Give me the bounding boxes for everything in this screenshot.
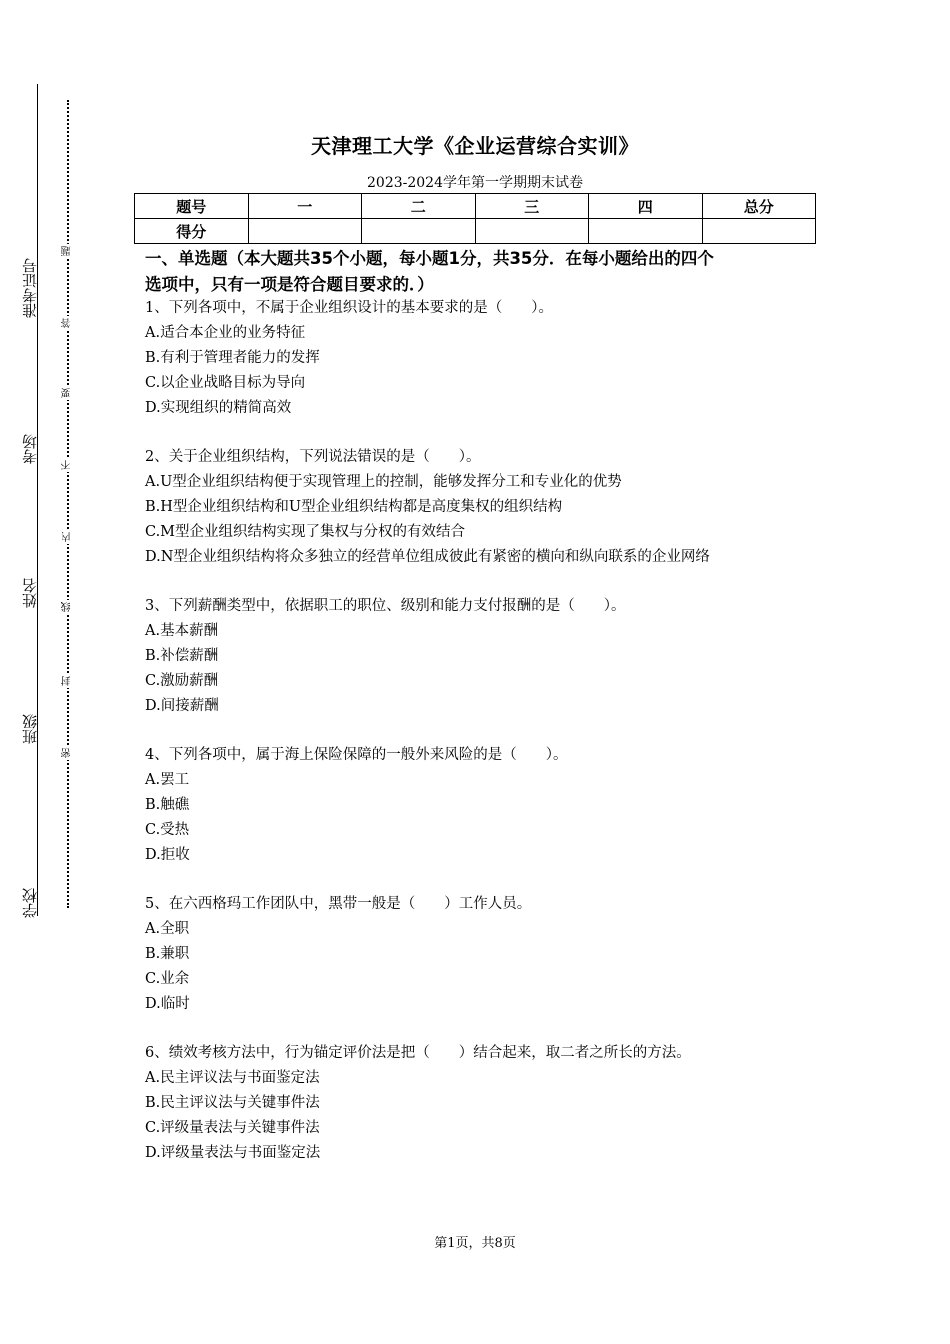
score-table-score-row	[135, 219, 816, 244]
question-2	[145, 445, 825, 569]
score-cell-blank[interactable]	[702, 219, 816, 244]
question-stem: 2、关于企业组织结构，下列说法错误的是（ ）。	[145, 449, 481, 466]
question-option: A.适合本企业的业务特征	[145, 324, 306, 341]
question-option: B.H型企业组织结构和U型企业组织结构都是高度集权的组织结构	[145, 498, 563, 515]
question-option: A.罢工	[145, 772, 190, 789]
question-option: C.评级量表法与关键事件法	[145, 1119, 320, 1136]
section-heading	[145, 246, 815, 298]
seal-char-xian: 线	[62, 602, 73, 612]
question-option: C.激励薪酬	[145, 672, 219, 689]
seal-char-nei: 内	[62, 532, 73, 542]
seal-char-bu: 不	[62, 460, 73, 470]
score-table-header-row	[135, 194, 816, 219]
score-cell-header: 总分	[702, 194, 816, 219]
margin-label-class: 班级	[21, 714, 39, 744]
score-cell-blank[interactable]	[248, 219, 362, 244]
margin-label-name: 姓名	[21, 578, 39, 608]
question-option: C.以企业战略目标为导向	[145, 374, 306, 391]
seal-char-ti: 题	[62, 246, 73, 256]
margin-label-exam-room: 考场	[21, 434, 39, 464]
section-heading-line: 一、单选题（本大题共35个小题，每小题1分，共35分．在每小题给出的四个	[145, 249, 714, 268]
question-option: D.拒收	[145, 846, 190, 863]
question-option: D.N型企业组织结构将众多独立的经营单位组成彼此有紧密的横向和纵向联系的企业网络	[145, 548, 710, 565]
section-heading-line: 选项中，只有一项是符合题目要求的．）	[145, 275, 434, 294]
page-number: 第1页，共8页	[434, 1236, 516, 1251]
question-stem: 4、下列各项中，属于海上保险保障的一般外来风险的是（ ）。	[145, 747, 568, 764]
question-option: D.实现组织的精简高效	[145, 399, 292, 416]
margin-label-school: 学校	[21, 888, 39, 918]
score-cell-label: 得分	[135, 219, 249, 244]
question-stem: 6、绩效考核方法中，行为锚定评价法是把（ ）结合起来，取二者之所长的方法。	[145, 1045, 691, 1062]
score-cell-blank[interactable]	[475, 219, 589, 244]
question-option: D.评级量表法与书面鉴定法	[145, 1144, 321, 1161]
score-cell-header: 三	[475, 194, 589, 219]
margin-label-exam-number: 准考证号	[21, 258, 39, 318]
question-list	[145, 296, 825, 1190]
question-option: D.间接薪酬	[145, 697, 219, 714]
question-option: A.民主评议法与书面鉴定法	[145, 1070, 320, 1087]
question-option: D.临时	[145, 995, 190, 1012]
question-option: C.M型企业组织结构实现了集权与分权的有效结合	[145, 523, 466, 540]
score-cell-header: 一	[248, 194, 362, 219]
seal-char-da: 答	[62, 318, 73, 328]
score-cell-header: 二	[362, 194, 476, 219]
score-cell-blank[interactable]	[589, 219, 703, 244]
binding-solid-line	[37, 84, 38, 916]
question-option: B.触礁	[145, 796, 190, 813]
question-6	[145, 1041, 825, 1165]
question-option: B.补偿薪酬	[145, 647, 219, 664]
binding-dotted-line	[67, 100, 69, 908]
question-option: B.有利于管理者能力的发挥	[145, 349, 320, 366]
question-option: A.全职	[145, 921, 190, 938]
question-stem: 3、下列薪酬类型中，依据职工的职位、级别和能力支付报酬的是（ ）。	[145, 598, 626, 615]
question-option: B.民主评议法与关键事件法	[145, 1095, 320, 1112]
question-1	[145, 296, 825, 420]
question-4	[145, 743, 825, 867]
question-option: C.受热	[145, 821, 190, 838]
question-option: C.业余	[145, 970, 190, 987]
question-5	[145, 892, 825, 1016]
question-3	[145, 594, 825, 718]
seal-char-feng: 封	[62, 676, 73, 686]
score-table	[134, 193, 816, 244]
score-cell-header: 题号	[135, 194, 249, 219]
question-option: A.基本薪酬	[145, 622, 219, 639]
exam-title: 天津理工大学《企业运营综合实训》	[311, 134, 639, 158]
question-stem: 5、在六西格玛工作团队中，黑带一般是（ ）工作人员。	[145, 896, 532, 913]
score-cell-blank[interactable]	[362, 219, 476, 244]
seal-char-mi: 密	[62, 748, 73, 758]
exam-subtitle: 2023-2024学年第一学期期末试卷	[367, 175, 583, 191]
question-option: B.兼职	[145, 945, 190, 962]
question-stem: 1、下列各项中，不属于企业组织设计的基本要求的是（ ）。	[145, 300, 553, 316]
seal-char-yao: 要	[62, 388, 73, 398]
score-cell-header: 四	[589, 194, 703, 219]
question-option: A.U型企业组织结构便于实现管理上的控制，能够发挥分工和专业化的优势	[145, 473, 622, 490]
